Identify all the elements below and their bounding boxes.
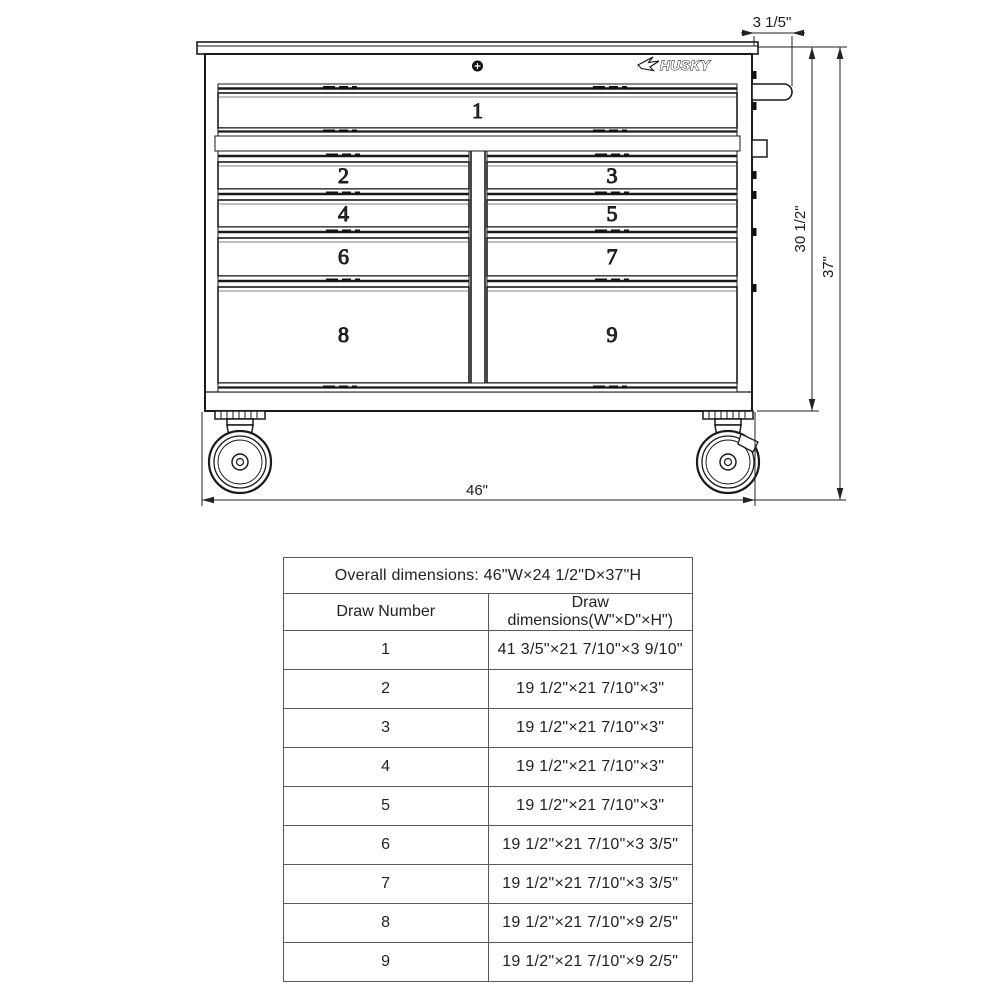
drawer-dims-cell: 19 1/2"×21 7/10"×9 2/5" [488,904,693,943]
dim-cabinet-height: 30 1/2" [792,205,809,253]
drawer-dims-cell: 19 1/2"×21 7/10"×3" [488,748,693,787]
spec-table [283,557,693,982]
drawer-9 [487,276,737,383]
drawer-4 [218,189,469,227]
drawer-number-cell: 1 [284,631,489,670]
drawer-number: 3 [606,163,618,188]
drawer-dims-cell: 19 1/2"×21 7/10"×3" [488,709,693,748]
table-row [284,826,693,865]
overall-dimensions-title: Overall dimensions: 46"W×24 1/2"D×37"H [284,558,693,594]
caster-left [209,411,271,493]
table-row [284,865,693,904]
drawer-number: 6 [338,244,349,269]
col-header-draw-number: Draw Number [284,594,489,631]
drawer-number: 2 [338,163,349,188]
caster-right [697,411,759,493]
drawer-number: 8 [338,322,349,347]
drawer-8 [218,276,469,383]
lock-icon [472,61,483,72]
drawer-number-cell: 8 [284,904,489,943]
side-handle [752,84,792,100]
drawer-number: 1 [472,98,483,123]
drawer-1 [218,84,737,136]
drawer-number-cell: 3 [284,709,489,748]
table-row [284,787,693,826]
dim-overall-height: 37" [820,255,837,279]
drawer-2 [218,151,469,189]
col-header-draw-dimensions: Draw dimensions(W"×D"×H") [488,594,693,631]
drawer-number: 7 [606,244,618,269]
drawer-7 [487,227,737,276]
drawer-number: 9 [606,322,618,347]
drawer-number: 4 [338,201,349,226]
table-row [284,904,693,943]
drawer-number-cell: 2 [284,670,489,709]
table-row [284,670,693,709]
drawer-5 [487,189,737,227]
dim-handle-depth: 3 1/5" [752,14,792,31]
side-fittings [752,71,792,292]
drawer-dims-cell: 19 1/2"×21 7/10"×9 2/5" [488,943,693,982]
drawer-number-cell: 7 [284,865,489,904]
bottom-rail [218,383,737,392]
drawer-dims-cell: 19 1/2"×21 7/10"×3 3/5" [488,865,693,904]
drawer-dims-cell: 19 1/2"×21 7/10"×3" [488,787,693,826]
drawer-number-cell: 5 [284,787,489,826]
table-row [284,631,693,670]
table-row [284,748,693,787]
drawer-dims-cell: 19 1/2"×21 7/10"×3 3/5" [488,826,693,865]
drawer-dims-cell: 41 3/5"×21 7/10"×3 9/10" [488,631,693,670]
side-bracket [752,140,767,157]
dim-overall-width: 46" [465,482,489,499]
drawer-number: 5 [606,201,618,226]
drawer-dims-cell: 19 1/2"×21 7/10"×3" [488,670,693,709]
table-row [284,943,693,982]
drawer-number-cell: 4 [284,748,489,787]
brand-text: HUSKY [660,58,711,73]
drawer-number-cell: 6 [284,826,489,865]
drawer-6 [218,227,469,276]
drawer-3 [487,151,737,189]
overall-dimensions-row [284,558,693,594]
table-row [284,709,693,748]
drawer-number-cell: 9 [284,943,489,982]
column-header-row [284,594,693,631]
